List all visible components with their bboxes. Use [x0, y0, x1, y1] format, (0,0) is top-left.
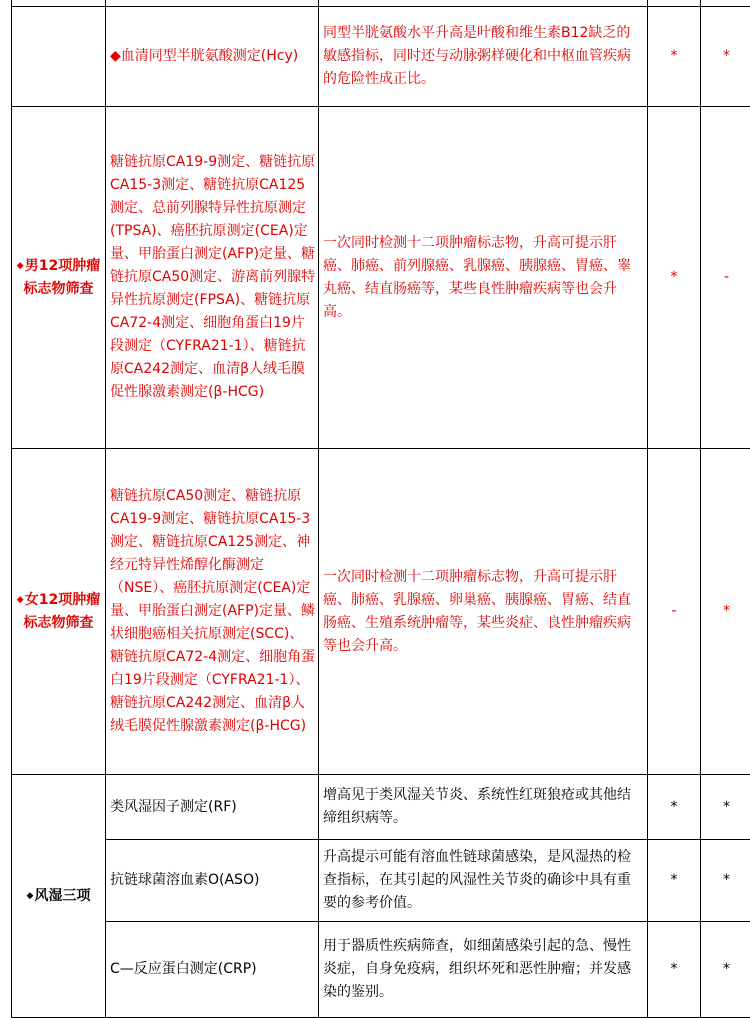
female-mark-rf: * — [701, 775, 750, 840]
male-mark-male-tumor: * — [648, 107, 701, 449]
description-cell-crp: 用于器质性疾病筛查，如细菌感染引起的急、慢性炎症，自身免疫病，组织坏死和恶性肿瘤；并发感染的鉴别。 — [319, 922, 648, 1018]
group-cell-rheumatism — [12, 775, 106, 1018]
item-cell-male-tumor: 糖链抗原CA19-9测定、糖链抗原CA15-3测定、糖链抗原CA125测定、总前列腺特异性抗原测定(TPSA)、癌胚抗原测定(CEA)定量、甲胎蛋白测定(AFP)定量、糖链抗原CA50测定、游离前列腺特异性抗原测定(FPSA)、糖链抗原CA72-4测定、细胞角蛋白19片段测定（CYFRA21-1）、糖链抗原CA242测定、血清β人绒毛膜促性腺激素测定(β-HCG) — [106, 107, 319, 449]
table-row-male-tumor-markers — [12, 107, 750, 449]
group-cell-empty — [12, 7, 106, 107]
female-mark-aso: * — [701, 840, 750, 922]
female-mark-male-tumor: - — [701, 107, 750, 449]
male-mark-aso: * — [648, 840, 701, 922]
diamond-bullet-icon: ◆ — [17, 595, 24, 605]
diamond-bullet-icon: ◆ — [17, 261, 24, 271]
male-mark-crp: * — [648, 922, 701, 1018]
female-mark-hcy: * — [701, 7, 750, 107]
group-cell-female-tumor — [12, 449, 106, 775]
table-row-rf — [12, 775, 750, 840]
description-cell-rf: 增高见于类风湿关节炎、系统性红斑狼疮或其他结缔组织病等。 — [319, 775, 648, 840]
table-row-female-tumor-markers — [12, 449, 750, 775]
diamond-bullet-icon: ◆ — [27, 891, 34, 901]
description-cell-aso: 升高提示可能有溶血性链球菌感染，是风湿热的检查指标，在其引起的风湿性关节炎的确诊中具有重要的参考价值。 — [319, 840, 648, 922]
male-mark-hcy: * — [648, 7, 701, 107]
item-cell-hcy: ◆血清同型半胱氨酸测定(Hcy) — [106, 7, 319, 107]
group-label-male-tumor: 男12项肿瘤标志物筛查 — [24, 258, 101, 297]
exam-items-table — [11, 0, 750, 1018]
male-mark-female-tumor: - — [648, 449, 701, 775]
male-mark-rf: * — [648, 775, 701, 840]
group-cell-male-tumor — [12, 107, 106, 449]
female-mark-female-tumor: * — [701, 449, 750, 775]
description-cell-hcy: 同型半胱氨酸水平升高是叶酸和维生素B12缺乏的敏感指标，同时还与动脉粥样硬化和中枢血管疾病的危险性成正比。 — [319, 7, 648, 107]
description-cell-female-tumor: 一次同时检测十二项肿瘤标志物，升高可提示肝癌、肺癌、乳腺癌、卵巢癌、胰腺癌、胃癌、结直肠癌、生殖系统肿瘤等，某些炎症、良性肿瘤疾病等也会升高。 — [319, 449, 648, 775]
item-cell-aso: 抗链球菌溶血素O(ASO) — [106, 840, 319, 922]
female-mark-crp: * — [701, 922, 750, 1018]
item-cell-female-tumor: 糖链抗原CA50测定、糖链抗原CA19-9测定、糖链抗原CA15-3测定、糖链抗原CA125测定、神经元特异性烯醇化酶测定（NSE）、癌胚抗原测定(CEA)定量、甲胎蛋白测定(AFP)定量、鳞状细胞癌相关抗原测定(SCC)、糖链抗原CA72-4测定、细胞角蛋白19片段测定（CYFRA21-1）、糖链抗原CA242测定、血清β人绒毛膜促性腺激素测定(β-HCG) — [106, 449, 319, 775]
item-cell-rf: 类风湿因子测定(RF) — [106, 775, 319, 840]
item-cell-crp: C—反应蛋白测定(CRP) — [106, 922, 319, 1018]
table-row-crp — [12, 922, 750, 1018]
group-label-female-tumor: 女12项肿瘤标志物筛查 — [24, 592, 101, 631]
description-cell-male-tumor: 一次同时检测十二项肿瘤标志物，升高可提示肝癌、肺癌、前列腺癌、乳腺癌、胰腺癌、胃癌、睾丸癌、结直肠癌等，某些良性肿瘤疾病等也会升高。 — [319, 107, 648, 449]
group-label-rheumatism: 风湿三项 — [34, 888, 90, 904]
table-row-hcy — [12, 7, 750, 107]
table-row-aso — [12, 840, 750, 922]
